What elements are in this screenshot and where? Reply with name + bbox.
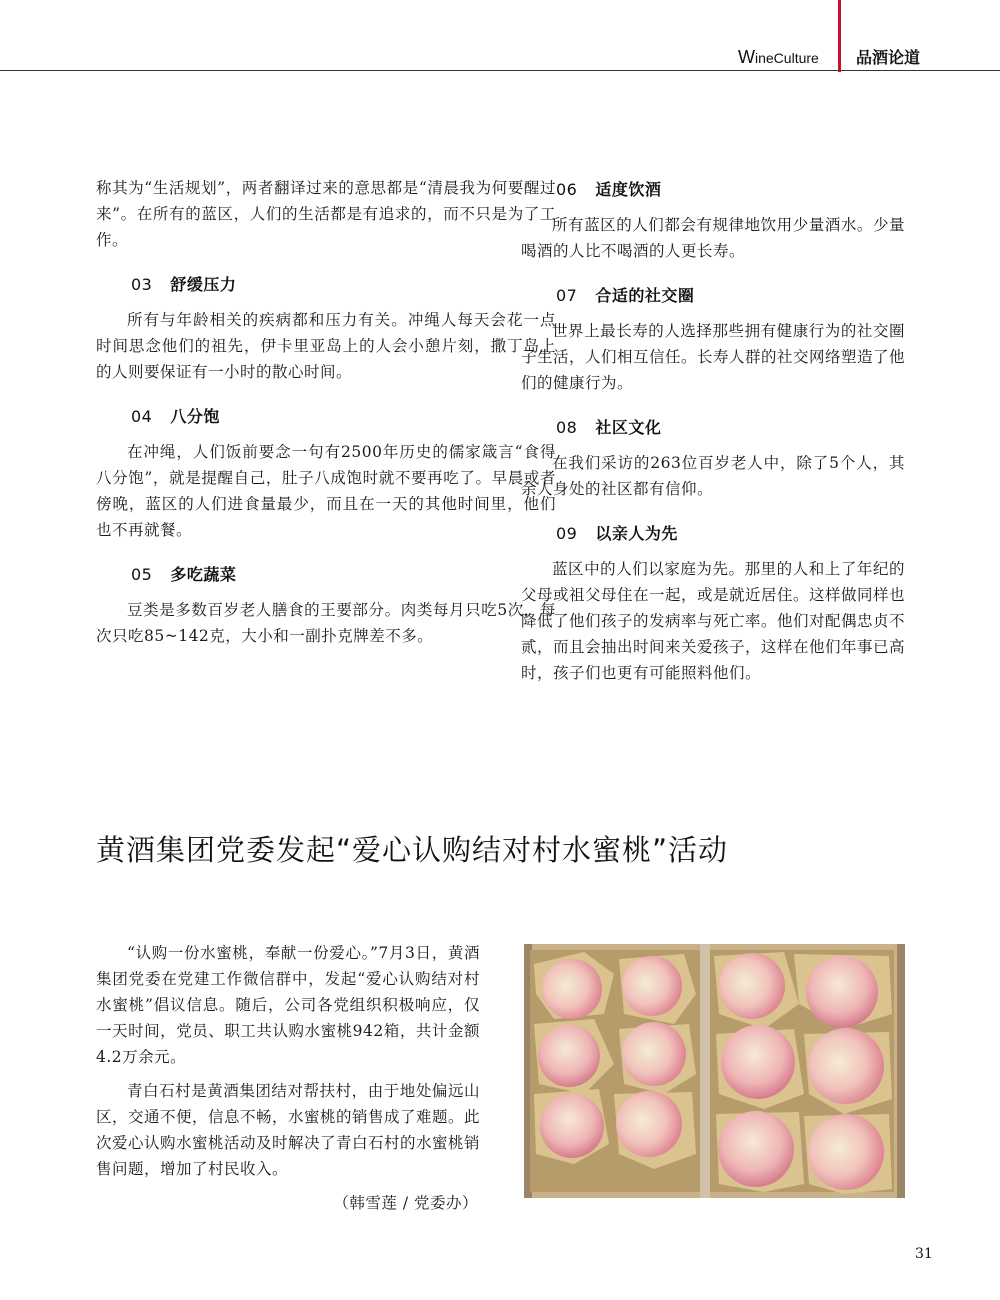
section-number: 08 [556,418,578,437]
header-rule [0,70,1000,71]
peaches-illustration [524,944,905,1198]
section-heading [96,273,556,297]
section-paragraph: 所有蓝区的人们都会有规律地饮用少量酒水。少量喝酒的人比不喝酒的人更长寿。 [521,216,905,260]
header-accent-bar [838,0,841,72]
brand-initial: W [738,47,755,67]
section-heading [521,178,905,202]
section-number: 09 [556,524,578,543]
right-column [521,178,905,686]
section-number: 03 [131,275,153,294]
section-heading [96,563,556,587]
left-column [96,175,556,649]
section-paragraph: 豆类是多数百岁老人膳食的王要部分。肉类每月只吃5次，每次只吃85~142克，大小和一副扑克牌差不多。 [96,601,556,645]
page-number: 31 [915,1246,933,1262]
section-paragraph: 在冲绳，人们饭前要念一句有2500年历史的儒家箴言“食得八分饱”，就是提醒自己，肚子八成饱时就不要再吃了。早晨或者傍晚，蓝区的人们进食量最少，而且在一天的其他时间里，他们也不再就餐。 [96,443,556,539]
section-number: 05 [131,565,153,584]
section-paragraph: 在我们采访的263位百岁老人中，除了5个人，其余人身处的社区都有信仰。 [521,454,905,498]
section-title-text: 适度饮酒 [595,180,662,199]
article-headline: 黄酒集团党委发起“爱心认购结对村水蜜桃”活动 [96,833,729,867]
section-number: 07 [556,286,578,305]
peaches-photo [524,944,905,1198]
brand-rest: ineCulture [755,50,819,66]
section-title-text: 八分饱 [170,407,220,426]
section-heading [521,522,905,546]
section-title-text: 社区文化 [595,418,662,437]
section-number: 04 [131,407,153,426]
section-title-text: 以亲人为先 [595,524,678,543]
section-heading [521,284,905,308]
section-title-text: 舒缓压力 [170,275,237,294]
section-title: 品酒论道 [856,48,921,67]
section-heading [96,405,556,429]
section-number: 06 [556,180,578,199]
article-paragraph: 青白石村是黄酒集团结对帮扶村，由于地处偏远山区，交通不便，信息不畅，水蜜桃的销售成了难题。此次爱心认购水蜜桃活动及时解决了青白石村的水蜜桃销售问题，增加了村民收入。 [96,1082,481,1178]
intro-paragraph: 称其为“生活规划”，两者翻译过来的意思都是“清晨我为何要醒过来”。在所有的蓝区，人们的生活都是有追求的，而不只是为了工作。 [96,179,556,249]
article-signature: （韩雪莲 / 党委办） [333,1194,478,1212]
section-paragraph: 世界上最长寿的人选择那些拥有健康行为的社交圈子生活，人们相互信任。长寿人群的社交网络塑造了他们的健康行为。 [521,322,906,392]
article-body [96,940,480,1216]
section-paragraph: 蓝区中的人们以家庭为先。那里的人和上了年纪的父母或祖父母住在一起，或是就近居住。这样做同样也降低了他们孩子的发病率与死亡率。他们对配偶忠贞不贰，而且会抽出时间来关爱孩子，这样在他们年事已高时，孩子们也更有可能照料他们。 [521,560,906,682]
section-title-text: 合适的社交圈 [595,286,695,305]
section-title-text: 多吃蔬菜 [170,565,237,584]
article-paragraph: “认购一份水蜜桃，奉献一份爱心。”7月3日，黄酒集团党委在党建工作微信群中，发起“爱心认购结对村水蜜桃”倡议信息。随后，公司各党组织积极响应，仅一天时间，党员、职工共认购水蜜桃942箱，共计金额4.2万余元。 [96,944,480,1066]
section-heading [521,416,905,440]
magazine-brand [738,47,819,68]
section-paragraph: 所有与年龄相关的疾病都和压力有关。冲绳人每天会花一点时间思念他们的祖先，伊卡里亚岛上的人会小憩片刻，撒丁岛上的人则要保证有一小时的散心时间。 [96,311,556,381]
